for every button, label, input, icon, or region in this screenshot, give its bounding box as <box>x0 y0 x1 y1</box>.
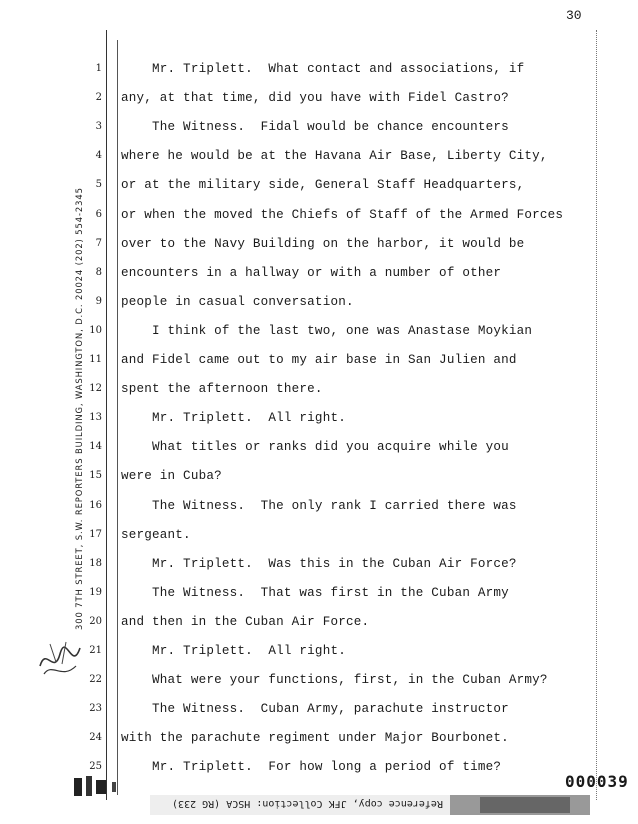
line-number: 17 <box>89 528 102 540</box>
transcript-line: Mr. Triplett. Was this in the Cuban Air Force? <box>121 556 517 571</box>
line-number: 24 <box>89 732 102 744</box>
line-number: 8 <box>95 266 102 278</box>
transcript-line: sergeant. <box>121 527 191 542</box>
line-number: 16 <box>89 499 102 511</box>
line-number: 9 <box>95 295 102 307</box>
transcript-line: Mr. Triplett. All right. <box>121 411 346 426</box>
page-number: 30 <box>566 8 582 23</box>
transcript-line: The Witness. Cuban Army, parachute instructor <box>121 702 509 717</box>
transcript-line: What titles or ranks did you acquire while you <box>121 440 509 455</box>
transcript-line: What were your functions, first, in the Cuban Army? <box>121 673 548 688</box>
left-margin-rule <box>106 30 107 800</box>
transcript-line: Mr. Triplett. All right. <box>121 644 346 658</box>
line-number: 18 <box>89 557 102 569</box>
line-number: 5 <box>95 179 102 191</box>
line-number: 21 <box>89 645 102 656</box>
line-number: 1 <box>95 63 102 74</box>
transcript-line: where he would be at the Havana Air Base, Liberty City, <box>121 149 548 164</box>
handwritten-signature <box>36 636 86 684</box>
line-number: 10 <box>89 324 102 336</box>
transcript-line: The Witness. That was first in the Cuban Army <box>121 585 509 600</box>
transcript-line: or at the military side, General Staff Headquarters, <box>121 178 525 193</box>
transcript-line: Mr. Triplett. For how long a period of time? <box>121 760 502 775</box>
line-number: 19 <box>89 586 102 598</box>
line-number: 25 <box>89 761 102 773</box>
transcript-line: any, at that time, did you have with Fidel Castro? <box>121 91 509 106</box>
scan-smudge <box>72 772 132 802</box>
line-number: 14 <box>89 441 102 453</box>
transcript-line: Mr. Triplett. What contact and associations, if <box>121 62 525 76</box>
line-number: 22 <box>89 674 102 686</box>
transcript-line: spent the afternoon there. <box>121 382 323 397</box>
left-margin-rule-inner <box>117 40 118 795</box>
line-number: 20 <box>89 615 102 627</box>
line-number: 4 <box>95 150 102 162</box>
line-number: 12 <box>89 383 102 395</box>
line-number: 15 <box>89 470 102 482</box>
footer-reference-text: Reference copy, JFK Collection: HSCA (RG 233) <box>172 798 443 809</box>
bates-stamp: 000039 <box>565 772 629 791</box>
transcript-line: people in casual conversation. <box>121 294 354 309</box>
right-margin-rule <box>596 30 597 800</box>
transcript-line: were in Cuba? <box>121 469 222 484</box>
transcript-line: with the parachute regiment under Major Bourbonet. <box>121 731 509 746</box>
line-number: 2 <box>95 92 102 104</box>
line-number: 6 <box>95 208 102 220</box>
line-number: 13 <box>89 412 102 424</box>
line-number: 23 <box>89 703 102 715</box>
transcript-line: The Witness. Fidal would be chance encounters <box>121 120 509 135</box>
line-number: 3 <box>95 121 102 133</box>
transcript-line: encounters in a hallway or with a number of other <box>121 265 502 280</box>
line-number: 11 <box>89 354 102 365</box>
transcript-line: over to the Navy Building on the harbor, it would be <box>121 236 525 251</box>
transcript-line: and then in the Cuban Air Force. <box>121 614 370 629</box>
transcript-line: The Witness. The only rank I carried there was <box>121 498 517 513</box>
transcript-line: or when the moved the Chiefs of Staff of the Armed Forces <box>121 207 564 222</box>
reporter-address: 300 7TH STREET, S.W. REPORTERS BUILDING, WASHINGTON, D.C. 20024 (202) 554-2345 <box>74 187 84 630</box>
line-number: 7 <box>95 237 102 249</box>
transcript-line: and Fidel came out to my air base in San Julien and <box>121 353 517 367</box>
transcript-line: I think of the last two, one was Anastase Moykian <box>121 323 533 338</box>
